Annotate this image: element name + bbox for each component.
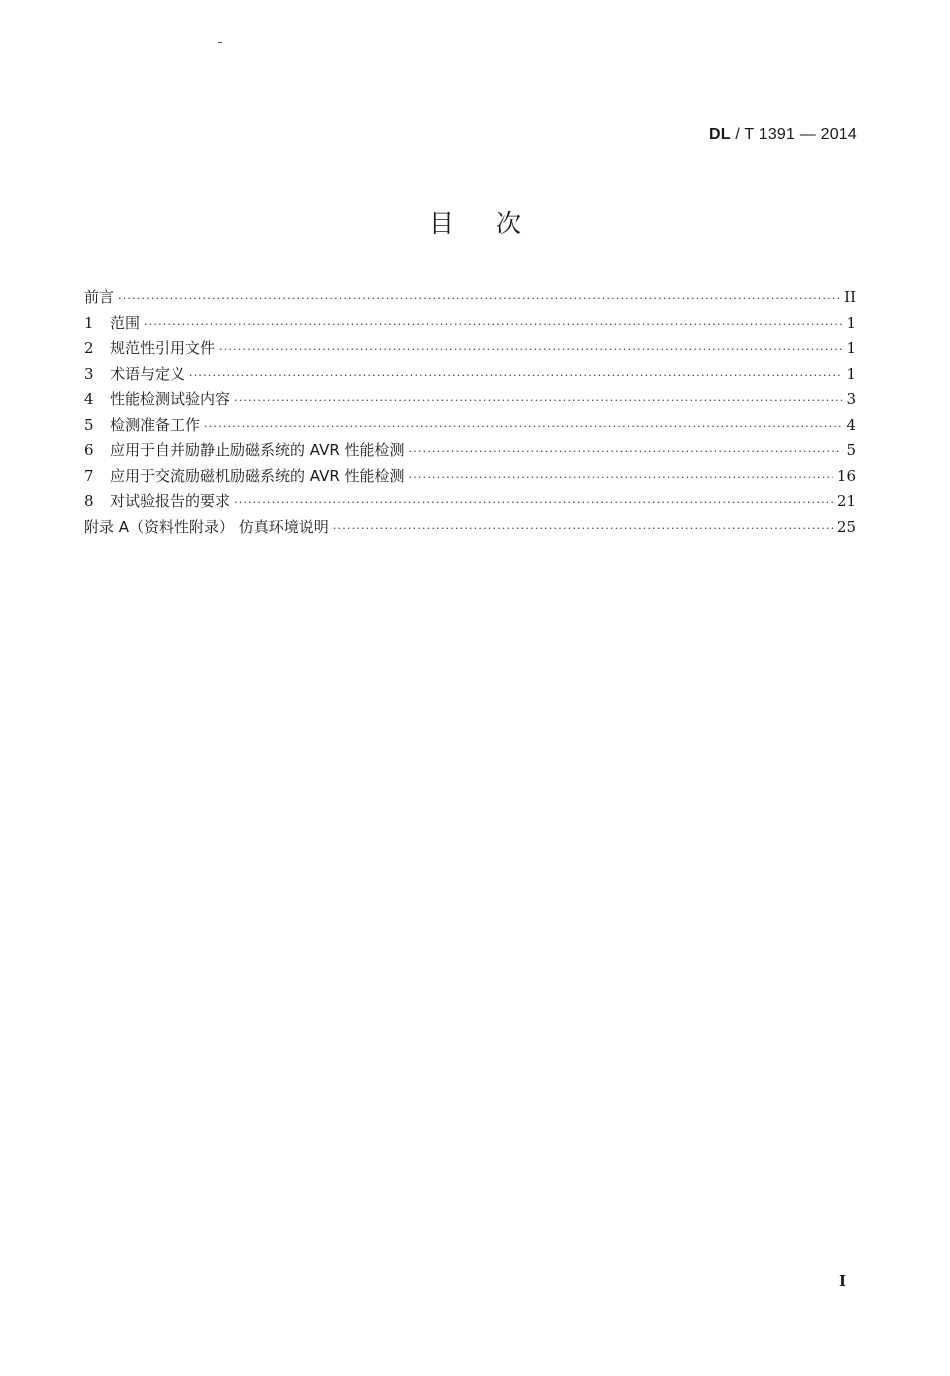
toc-entry-label: 对试验报告的要求 xyxy=(110,492,231,510)
toc-entry-label: 应用于自并励静止励磁系统的 AVR 性能检测 xyxy=(110,441,405,459)
toc-entry-number: 8 xyxy=(84,492,94,510)
toc-entry-number: 1 xyxy=(84,313,94,332)
toc-entry-number: 7 xyxy=(84,466,94,485)
page-number: I xyxy=(838,1272,846,1290)
toc-entry-page: 25 xyxy=(836,517,856,536)
toc-entry-page: 4 xyxy=(846,415,856,434)
toc-entry-5[interactable] xyxy=(84,414,856,440)
toc-entry-4[interactable] xyxy=(84,388,856,414)
toc-entry-number: 5 xyxy=(84,415,94,434)
toc-entry-number: 2 xyxy=(84,339,94,357)
toc-entry-3[interactable] xyxy=(84,363,856,389)
toc-entry-label: 规范性引用文件 xyxy=(110,339,216,357)
toc-entry-page: 1 xyxy=(846,339,856,357)
toc-entry-7[interactable] xyxy=(84,465,856,491)
toc-entry-1[interactable] xyxy=(84,312,856,338)
toc-entry-foreword[interactable] xyxy=(84,286,856,312)
toc-entry-label: 应用于交流励磁机励磁系统的 AVR 性能检测 xyxy=(110,466,405,485)
toc-entry-8[interactable] xyxy=(84,490,856,516)
standard-org-code: DL xyxy=(709,126,731,143)
toc-entry-label: 范围 xyxy=(110,313,141,332)
toc-entry-number: 3 xyxy=(84,364,94,383)
toc-leader-dots xyxy=(204,421,842,432)
toc-entry-page: 1 xyxy=(846,364,856,383)
toc-entry-label: 性能检测试验内容 xyxy=(110,390,231,408)
toc-entry-number: 4 xyxy=(84,390,94,408)
toc-entry-page: 5 xyxy=(846,441,856,459)
toc-leader-dots xyxy=(409,472,833,483)
toc-entry-page: 16 xyxy=(836,466,856,485)
toc-entry-label: 术语与定义 xyxy=(110,364,186,383)
toc-entry-number: 6 xyxy=(84,441,94,459)
toc-entry-appendix-a[interactable] xyxy=(84,516,856,542)
toc-leader-dots xyxy=(144,319,842,330)
standard-code xyxy=(709,126,857,144)
toc-entry-page: II xyxy=(844,288,856,306)
toc-entry-page: 1 xyxy=(846,313,856,332)
table-of-contents xyxy=(84,286,856,541)
toc-entry-label: 附录 A（资料性附录） 仿真环境说明 xyxy=(84,517,329,536)
toc-entry-page: 3 xyxy=(846,390,856,408)
toc-leader-dots xyxy=(333,523,833,534)
standard-number: / T 1391 — 2014 xyxy=(735,126,857,143)
toc-leader-dots xyxy=(234,497,833,508)
scan-speck xyxy=(218,42,222,43)
toc-leader-dots xyxy=(118,293,840,304)
toc-title: 目次 xyxy=(428,209,563,238)
toc-entry-label: 检测准备工作 xyxy=(110,415,201,434)
toc-entry-label: 前言 xyxy=(84,288,115,306)
toc-entry-page: 21 xyxy=(836,492,856,510)
toc-entry-2[interactable] xyxy=(84,337,856,363)
toc-entry-6[interactable] xyxy=(84,439,856,465)
toc-leader-dots xyxy=(219,344,842,355)
toc-leader-dots xyxy=(409,446,842,457)
toc-leader-dots xyxy=(189,370,842,381)
toc-leader-dots xyxy=(234,395,842,406)
